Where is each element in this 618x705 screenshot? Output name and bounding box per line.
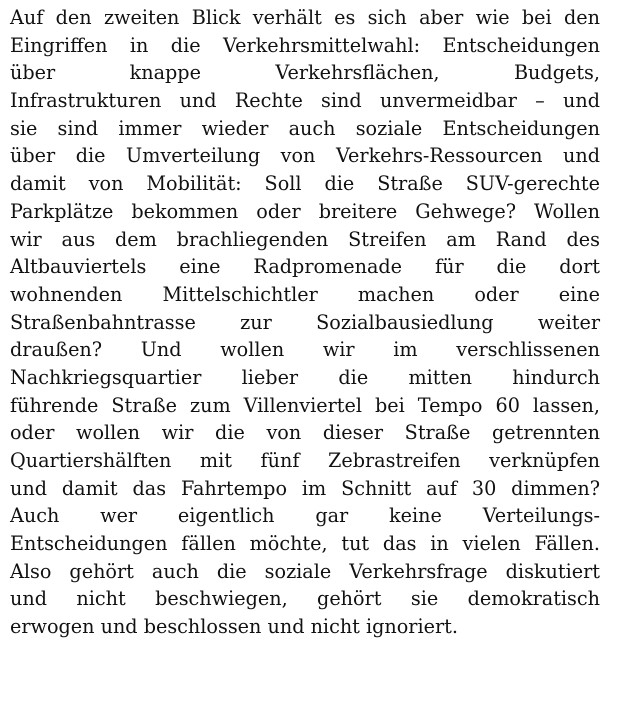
- text-line: Quartiershälften mit fünf Zebrastreifen verknüpfen: [10, 449, 600, 472]
- text-line: und damit das Fahrtempo im Schnitt auf 30 dimmen?: [10, 476, 600, 500]
- text-line: wir aus dem brachliegenden Streifen am Rand des: [10, 227, 600, 251]
- text-line: draußen? Und wollen wir im verschlissenen: [10, 338, 600, 362]
- text-line: über die Umverteilung von Verkehrs-Ressourcen und: [10, 144, 600, 168]
- text-line: Auch wer eigentlich gar keine Verteilungs-: [10, 504, 600, 528]
- text-line: und nicht beschwiegen, gehört sie demokratisch: [10, 587, 600, 611]
- text-line: Eingriffen in die Verkehrsmittelwahl: Entscheidungen: [10, 33, 600, 57]
- text-body: [10, 4, 600, 641]
- text-line: Nachkriegsquartier lieber die mitten hindurch: [10, 365, 600, 389]
- text-line: Altbauviertels eine Radpromenade für die dort: [10, 255, 600, 279]
- text-line: Infrastrukturen und Rechte sind unvermeidbar – und: [10, 89, 600, 113]
- text-line: Parkplätze bekommen oder breitere Gehwege? Wollen: [10, 199, 600, 223]
- text-line: damit von Mobilität: Soll die Straße SUV-gerechte: [10, 172, 600, 196]
- text-line: erwogen und beschlossen und nicht ignoriert.: [10, 615, 458, 639]
- text-line: Entscheidungen fällen möchte, tut das in vielen Fällen.: [10, 532, 600, 556]
- text-line: oder wollen wir die von dieser Straße getrennten: [10, 421, 600, 445]
- text-line: Straßenbahntrasse zur Sozialbausiedlung weiter: [10, 310, 600, 334]
- text-line: sie sind immer wieder auch soziale Entscheidungen: [10, 116, 600, 140]
- text-line: Also gehört auch die soziale Verkehrsfrage diskutiert: [10, 559, 600, 583]
- text-line: Auf den zweiten Blick verhält es sich aber wie bei den: [10, 6, 600, 29]
- text-line: wohnenden Mittelschichtler machen oder eine: [10, 282, 600, 306]
- text-line: über knappe Verkehrsflächen, Budgets,: [10, 61, 600, 85]
- text-line: führende Straße zum Villenviertel bei Tempo 60 lassen,: [10, 393, 600, 417]
